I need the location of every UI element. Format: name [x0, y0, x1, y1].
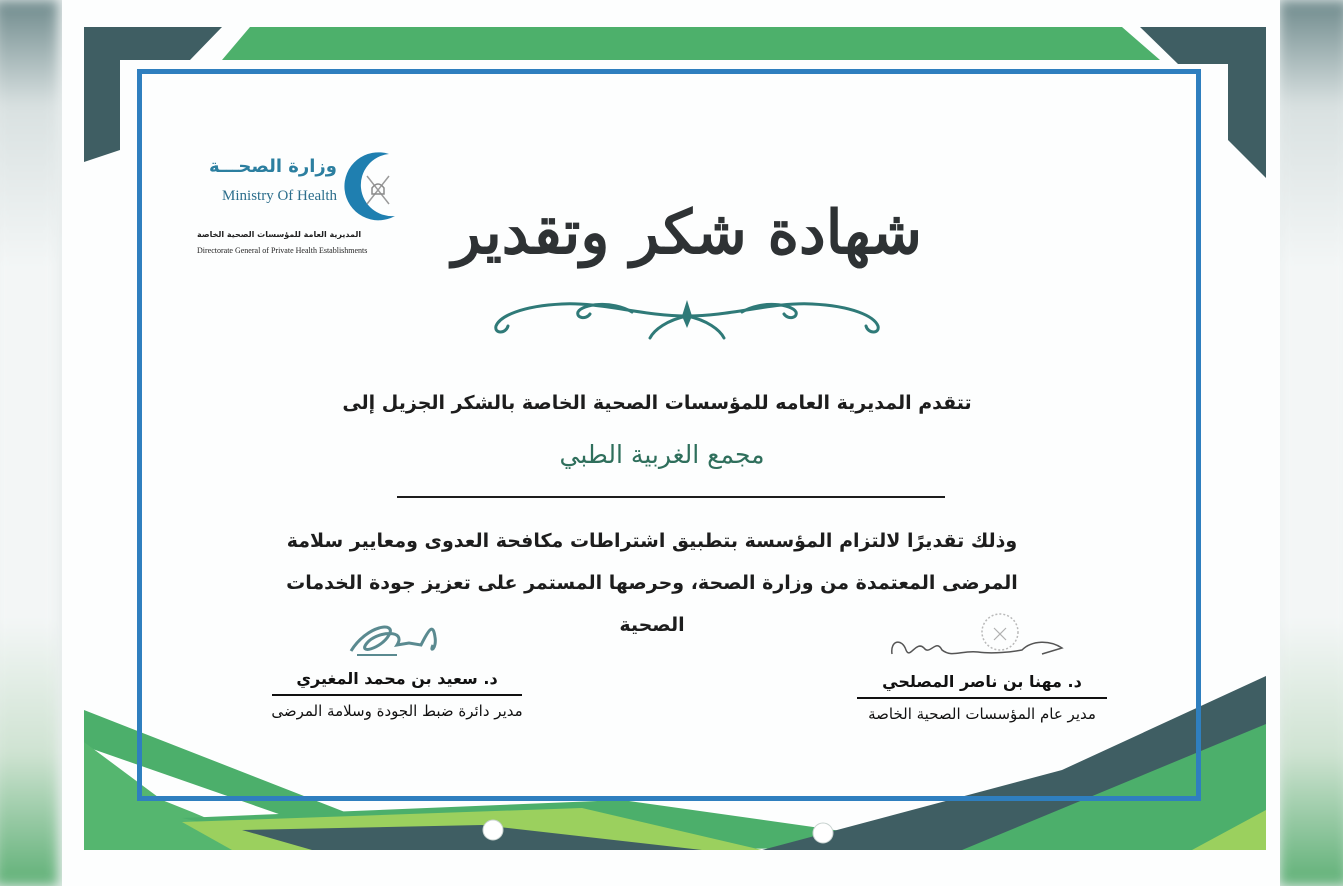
signature-with-seal-icon — [882, 610, 1082, 668]
body-line: الصحية — [619, 614, 685, 636]
certificate-title: شهادة شكر وتقدير — [452, 198, 922, 268]
directorate-name-ar: المديرية العامة للمؤسسات الصحية الخاصة — [197, 230, 362, 239]
signatory-name: د. سعيد بن محمد المغيري — [296, 669, 498, 688]
signature-rule — [272, 694, 522, 696]
blurred-background-left — [0, 0, 58, 886]
ministry-name-en: Ministry Of Health — [222, 188, 337, 204]
body-line: المرضى المعتمدة من وزارة الصحة، وحرصها المستمر على تعزيز جودة الخدمات — [286, 572, 1018, 594]
signatory-director-general — [832, 610, 1132, 723]
body-line: وذلك تقديرًا لالتزام المؤسسة بتطبيق اشتراطات مكافحة العدوى ومعايير سلامة — [286, 530, 1018, 552]
signatory-quality-director — [232, 615, 562, 720]
signature-rule — [857, 697, 1107, 699]
directorate-name-en: Directorate General of Private Health Establishments — [197, 246, 368, 255]
signatory-role: مدير عام المؤسسات الصحية الخاصة — [868, 705, 1096, 723]
signatory-role: مدير دائرة ضبط الجودة وسلامة المرضى — [271, 702, 523, 720]
signature-icon — [337, 615, 457, 665]
blurred-background-right — [1279, 0, 1343, 886]
recipient-underline — [397, 496, 945, 498]
recipient-name: مجمع الغربية الطبي — [559, 440, 765, 469]
flourish-ornament-icon — [482, 290, 892, 340]
signatory-name: د. مهنا بن ناصر المصلحي — [882, 672, 1082, 691]
crescent-emblem-icon — [339, 148, 409, 224]
intro-text: تتقدم المديرية العامه للمؤسسات الصحية الخاصة بالشكر الجزيل إلى — [342, 392, 972, 414]
certificate-page — [62, 0, 1280, 886]
ministry-logo — [197, 148, 417, 260]
ministry-name-ar: وزارة الصحـــة — [209, 156, 337, 177]
